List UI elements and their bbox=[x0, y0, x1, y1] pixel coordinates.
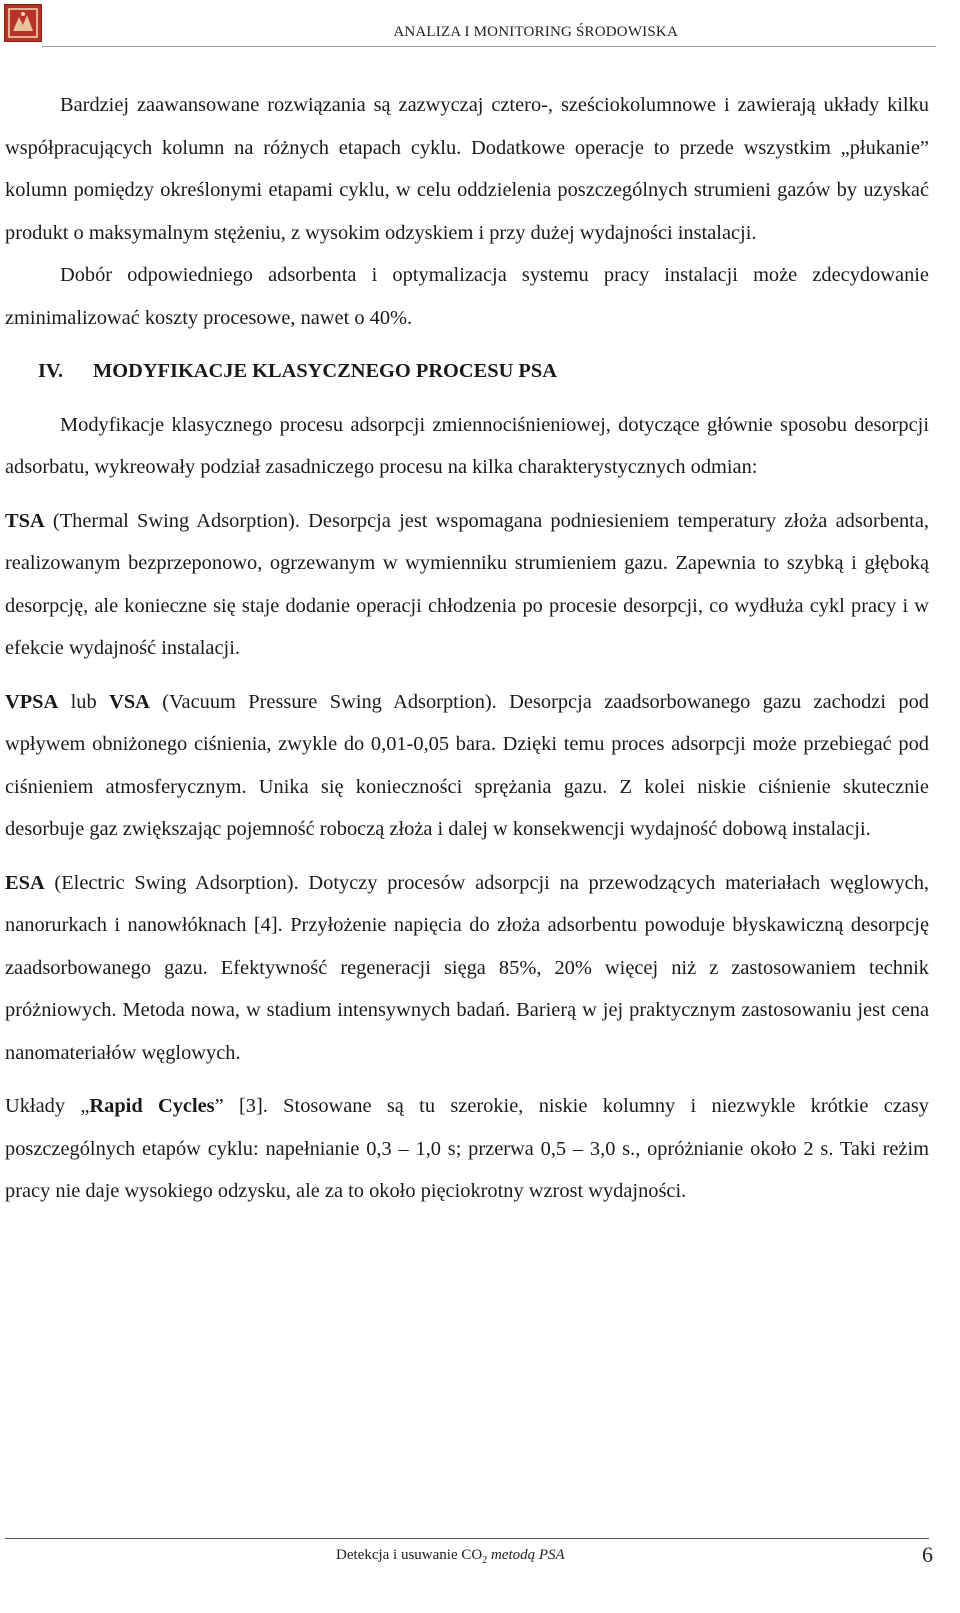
footer-divider bbox=[5, 1538, 929, 1539]
vpsa-description: (Vacuum Pressure Swing Adsorption). Desorpcja zaadsorbowanego gazu zachodzi pod wpływem obniżonego ciśnienia, zwykle do 0,01-0,05 bara. Dzięki temu proces adsorpcji może przebiegać pod ciśnieniem atmosferycznym. Unika się konieczności sprężania gazu. Z kolei niskie ciśnienie skutecznie desorbuje gaz zwiększając pojemność roboczą złoża i dalej w konsekwencji wydajność dobową instalacji. bbox=[5, 690, 929, 840]
page-footer bbox=[0, 1538, 960, 1598]
term-vsa: VSA bbox=[109, 690, 150, 713]
crest-logo-icon bbox=[4, 4, 42, 42]
header-title: ANALIZA I MONITORING ŚRODOWISKA bbox=[393, 24, 678, 40]
rapid-cycles-description: ” [3]. Stosowane są tu szerokie, niskie kolumny i niezwykle krótkie czasy poszczególnych etapów cyklu: napełnianie 0,3 – 1,0 s; przerwa 0,5 – 3,0 s., opróżnianie około 2 s. Taki reżim pracy nie daje wysokiego odzysku, ale za to około pięciokrotny wzrost wydajności. bbox=[5, 1095, 929, 1202]
tsa-description: (Thermal Swing Adsorption). Desorpcja jest wspomagana podniesieniem temperatury złoża adsorbenta, realizowanym bezprzeponowo, ogrzewanym w wymienniku strumieniem gazu. Zapewnia to szybką i głęboką desorpcję, ale konieczne się staje dodanie operacji chłodzenia po procesie desorpcji, co wydłuża cykl pracy i w efekcie wydajność instalacji. bbox=[5, 509, 929, 659]
section-number: IV. bbox=[38, 360, 64, 382]
paragraph-vpsa bbox=[5, 681, 929, 851]
page-number: 6 bbox=[922, 1542, 933, 1567]
term-esa: ESA bbox=[5, 871, 45, 894]
esa-description: (Electric Swing Adsorption). Dotyczy procesów adsorpcji na przewodzących materiałach węglowych, nanorurkach i nanowłóknach [4]. Przyłożenie napięcia do złoża adsorbentu powoduje błyskawiczną desorpcję zaadsorbowanego gazu. Efektywność regeneracji sięga 85%, 20% więcej niż z zastosowaniem technik próżniowych. Metoda nowa, w stadium intensywnych badań. Barierą w jej praktycznym zastosowaniu jest cena nanomateriałów węglowych. bbox=[5, 871, 929, 1064]
vpsa-connector: lub bbox=[58, 690, 110, 713]
header-divider bbox=[42, 46, 936, 47]
paragraph-tsa bbox=[5, 500, 929, 670]
footer-text-italic: metodą PSA bbox=[490, 1547, 565, 1563]
page-header bbox=[0, 0, 960, 52]
paragraph-intro: Bardziej zaawansowane rozwiązania są zazwyczaj cztero-, sześciokolumnowe i zawierają układy kilku współpracujących kolumn na różnych etapach cyklu. Dodatkowe operacje to przede wszystkim „płukanie” kolumn pomiędzy określonymi etapami cyklu, w celu oddzielenia poszczególnych strumieni gazów by uzyskać produkt o maksymalnym stężeniu, z wysokim odzyskiem i przy dużej wydajności instalacji. bbox=[5, 94, 929, 244]
paragraph-modifications: Modyfikacje klasycznego procesu adsorpcji zmiennociśnieniowej, dotyczące głównie sposobu desorpcji adsorbatu, wykreowały podział zasadniczego procesu na kilka charakterystycznych odmian: bbox=[5, 413, 929, 478]
term-tsa: TSA bbox=[5, 509, 45, 532]
paragraph-adsorbent: Dobór odpowiedniego adsorbenta i optymalizacja systemu pracy instalacji może zdecydowanie zminimalizować koszty procesowe, nawet o 40%. bbox=[5, 264, 929, 329]
term-rapid-cycles: Rapid Cycles bbox=[89, 1095, 215, 1117]
section-title: MODYFIKACJE KLASYCZNEGO PROCESU PSA bbox=[93, 360, 557, 382]
section-heading bbox=[5, 350, 929, 393]
paragraph-esa bbox=[5, 862, 929, 1075]
term-vpsa: VPSA bbox=[5, 690, 59, 713]
rapid-cycles-prefix: Układy „ bbox=[5, 1095, 90, 1117]
footer-subscript: 2 bbox=[482, 1555, 488, 1566]
footer-text-main: Detekcja i usuwanie CO bbox=[336, 1547, 483, 1563]
paragraph-rapid-cycles bbox=[5, 1085, 929, 1213]
document-body bbox=[5, 84, 929, 1213]
footer-title bbox=[336, 1547, 565, 1566]
